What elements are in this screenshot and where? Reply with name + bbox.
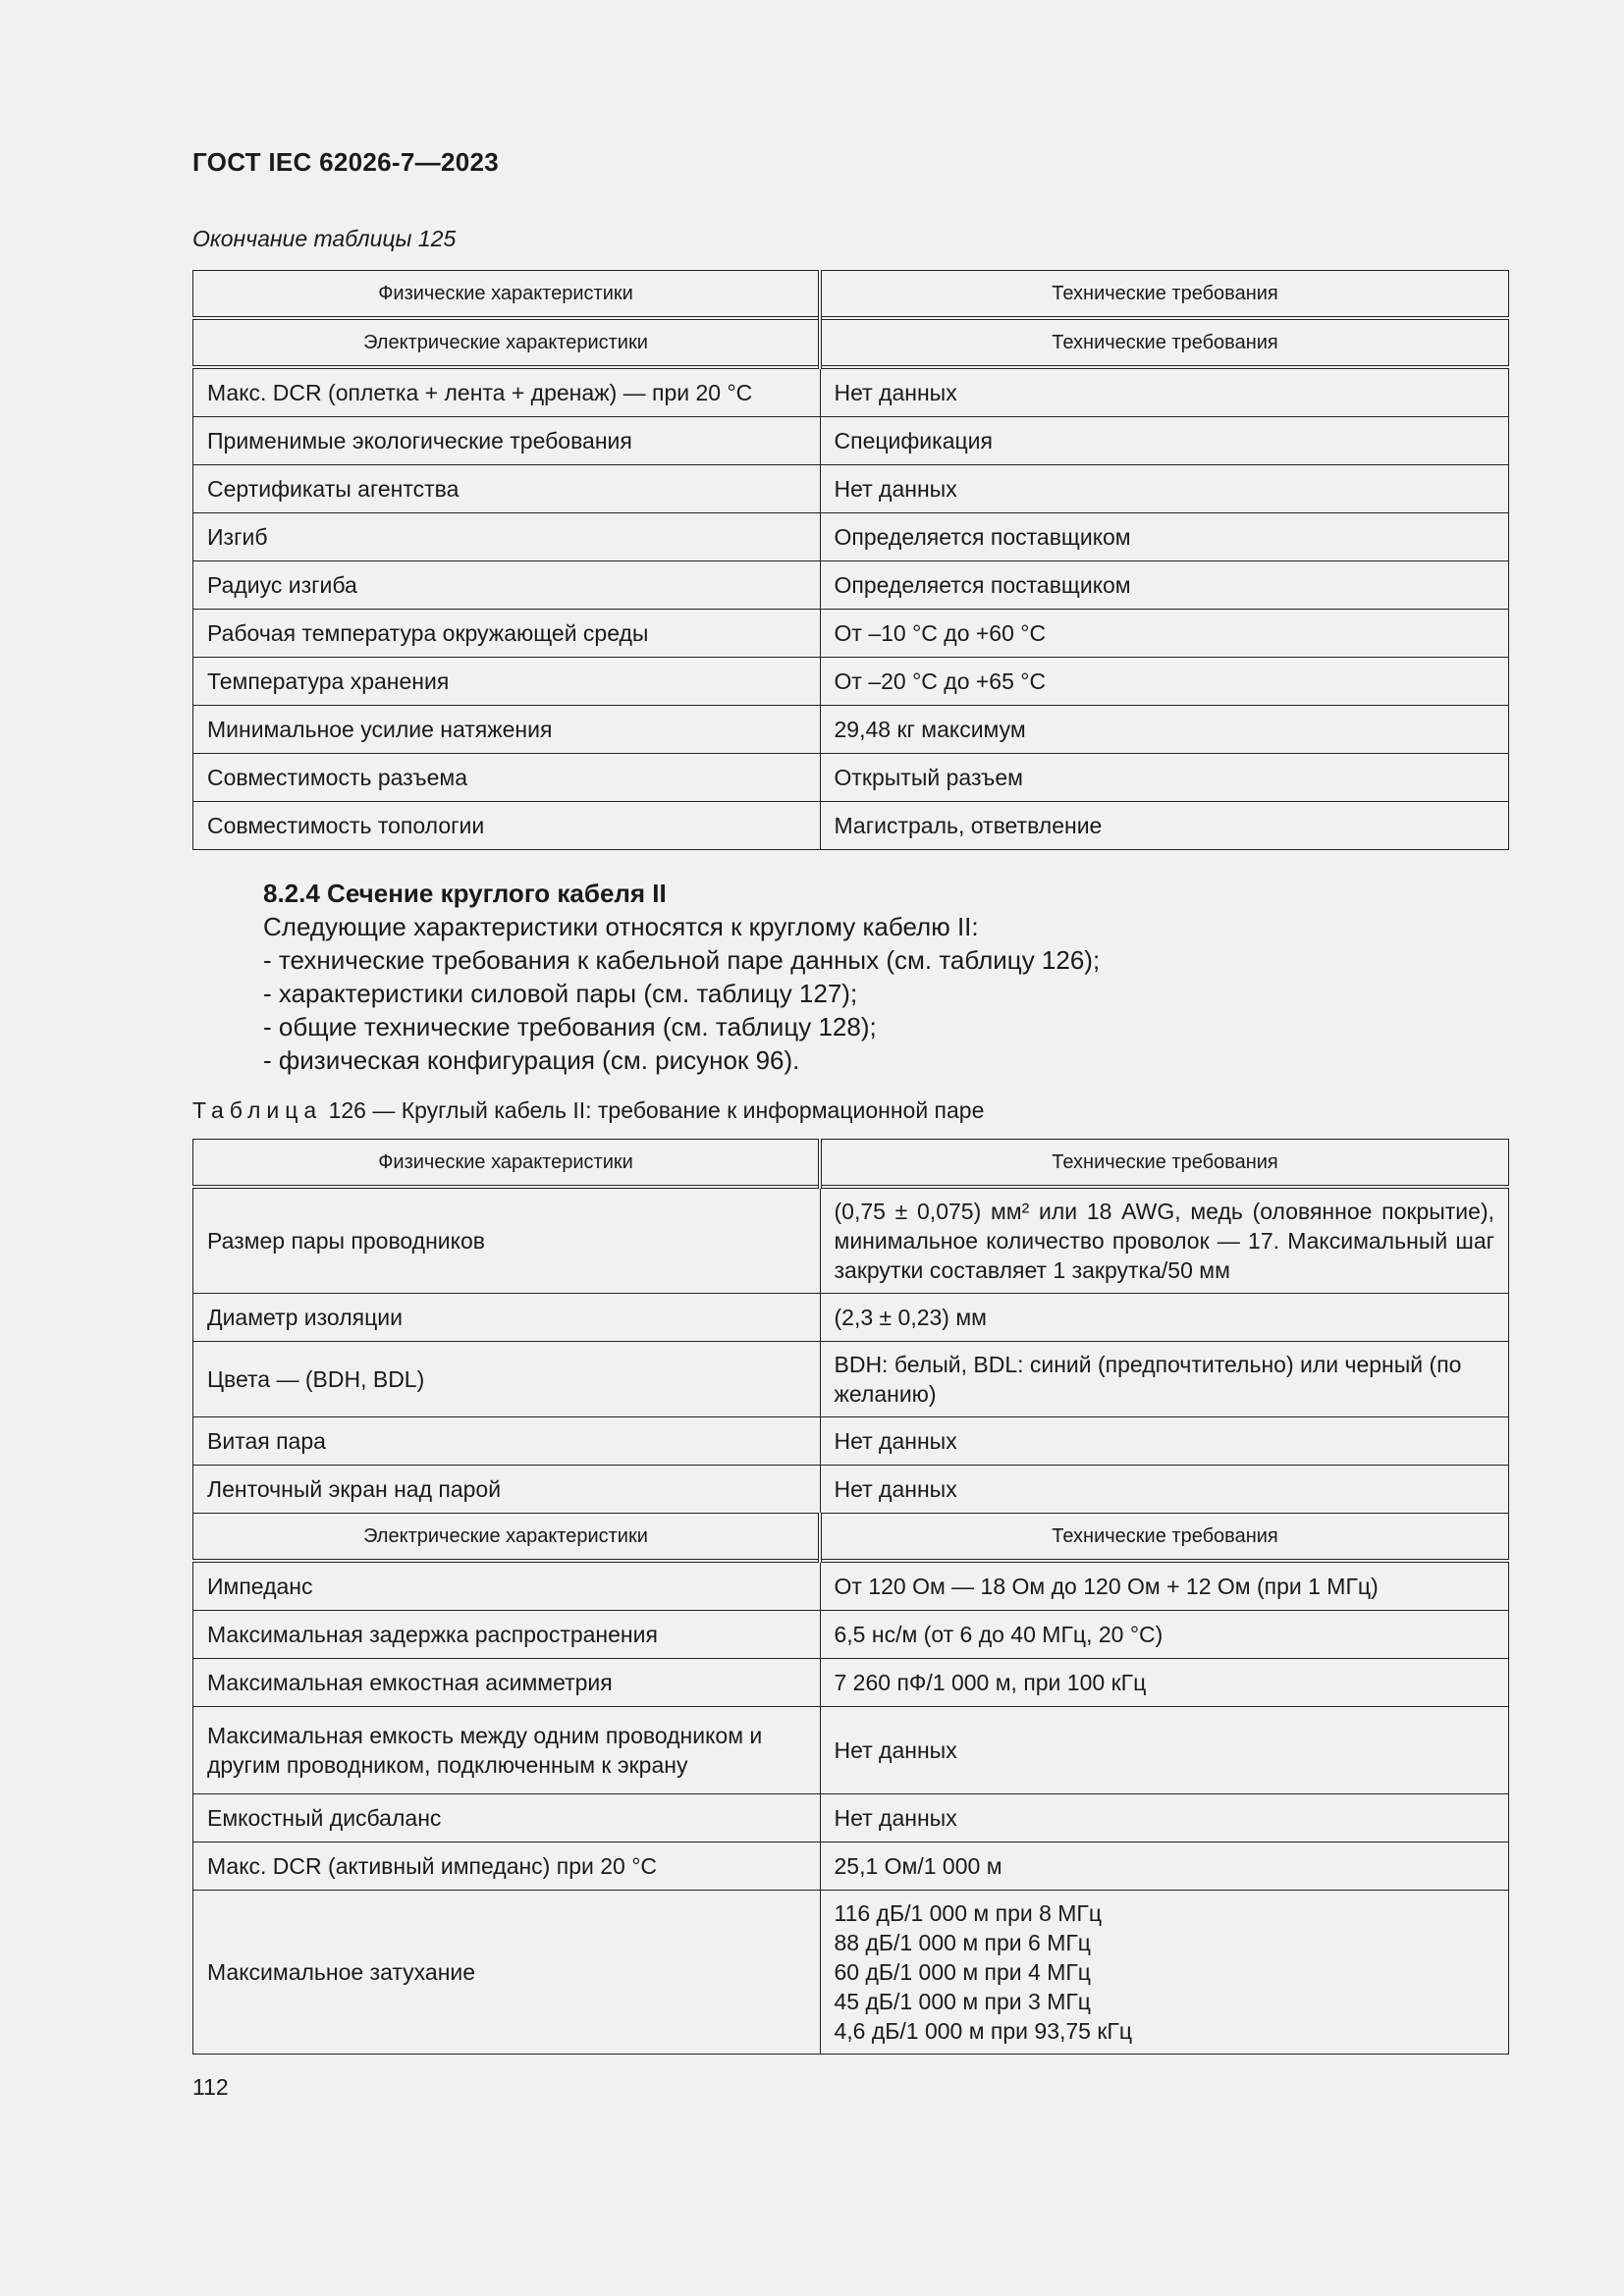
document-id: ГОСТ IEC 62026-7—2023 (192, 147, 499, 177)
cell-parameter: Витая пара (193, 1417, 821, 1466)
table-row (193, 367, 1509, 417)
cell-value: Нет данных (820, 1417, 1509, 1466)
page-number: 112 (192, 2074, 229, 2100)
cell-value: Нет данных (820, 367, 1509, 417)
cell-parameter: Диаметр изоляции (193, 1294, 821, 1342)
list-item: - физическая конфигурация (см. рисунок 96). (263, 1045, 800, 1075)
cell-value: Нет данных (820, 1707, 1509, 1794)
table-title: 126 — Круглый кабель II: требование к информационной паре (328, 1097, 985, 1123)
cell-parameter: Радиус изгиба (193, 561, 821, 610)
cell-value: От –20 °С до +65 °С (820, 658, 1509, 706)
cell-parameter: Сертификаты агентства (193, 465, 821, 513)
cell-value: Спецификация (820, 417, 1509, 465)
table-row (193, 754, 1509, 802)
header-cell: Физические характеристики (193, 1140, 821, 1188)
cell-value: 6,5 нс/м (от 6 до 40 МГц, 20 °С) (820, 1611, 1509, 1659)
cell-value: От 120 Ом — 18 Ом до 120 Ом + 12 Ом (при 1 МГц) (820, 1561, 1509, 1611)
table-row (193, 1187, 1509, 1294)
section-8-2-4 (263, 877, 1100, 1077)
table-subheader (193, 318, 1509, 367)
cell-value: BDH: белый, BDL: синий (предпочтительно) или черный (по желанию) (820, 1342, 1509, 1417)
cell-parameter: Совместимость разъема (193, 754, 821, 802)
table-row (193, 465, 1509, 513)
cell-value: (0,75 ± 0,075) мм² или 18 AWG, медь (оловянное покрытие), минимальное количество проволок — 17. Максимальный шаг закрутки составляет 1 закрутка/50 мм (820, 1187, 1509, 1294)
cell-value: От –10 °С до +60 °С (820, 610, 1509, 658)
table-row (193, 513, 1509, 561)
cell-parameter: Минимальное усилие натяжения (193, 706, 821, 754)
cell-value: Магистраль, ответвление (820, 802, 1509, 850)
section-title: 8.2.4 Сечение круглого кабеля II (263, 879, 667, 908)
table-row (193, 1417, 1509, 1466)
table-row (193, 1466, 1509, 1514)
header-cell: Технические требования (820, 1140, 1509, 1188)
cell-parameter: Максимальная задержка распространения (193, 1611, 821, 1659)
table-row (193, 417, 1509, 465)
cell-parameter: Максимальное затухание (193, 1891, 821, 2055)
table-header (193, 1140, 1509, 1188)
list-item: - характеристики силовой пары (см. таблицу 127); (263, 979, 858, 1008)
table-label: Таблица (192, 1097, 323, 1123)
cell-value: Определяется поставщиком (820, 561, 1509, 610)
header-cell: Технические требования (820, 271, 1509, 319)
cell-parameter: Макс. DCR (оплетка + лента + дренаж) — при 20 °С (193, 367, 821, 417)
cell-value: 25,1 Ом/1 000 м (820, 1842, 1509, 1891)
cell-parameter: Ленточный экран над парой (193, 1466, 821, 1514)
cell-value: Открытый разъем (820, 754, 1509, 802)
cell-value: 116 дБ/1 000 м при 8 МГц 88 дБ/1 000 м при 6 МГц 60 дБ/1 000 м при 4 МГц 45 дБ/1 000 м при 3 МГц 4,6 дБ/1 000 м при 93,75 кГц (820, 1891, 1509, 2055)
list-item: - технические требования к кабельной паре данных (см. таблицу 126); (263, 945, 1101, 975)
cell-value: 7 260 пФ/1 000 м, при 100 кГц (820, 1659, 1509, 1707)
cell-parameter: Максимальная емкость между одним проводником и другим проводником, подключенным к экрану (193, 1707, 821, 1794)
table-row (193, 1659, 1509, 1707)
cell-value: Определяется поставщиком (820, 513, 1509, 561)
cell-parameter: Совместимость топологии (193, 802, 821, 850)
cell-parameter: Максимальная емкостная асимметрия (193, 1659, 821, 1707)
table-row (193, 1707, 1509, 1794)
cell-parameter: Изгиб (193, 513, 821, 561)
table-row (193, 1342, 1509, 1417)
header-cell: Электрические характеристики (193, 318, 821, 367)
table-row (193, 561, 1509, 610)
table-row (193, 706, 1509, 754)
cell-parameter: Импеданс (193, 1561, 821, 1611)
cell-value: 29,48 кг максимум (820, 706, 1509, 754)
cell-parameter: Цвета — (BDH, BDL) (193, 1342, 821, 1417)
table-row (193, 1294, 1509, 1342)
table-header (193, 271, 1509, 319)
header-cell: Технические требования (820, 318, 1509, 367)
cell-parameter: Применимые экологические требования (193, 417, 821, 465)
table-row (193, 1842, 1509, 1891)
section-intro: Следующие характеристики относятся к круглому кабелю II: (263, 912, 979, 941)
table-row (193, 1794, 1509, 1842)
cell-value: Нет данных (820, 1794, 1509, 1842)
header-cell: Физические характеристики (193, 271, 821, 319)
cell-value: Нет данных (820, 465, 1509, 513)
cell-value: (2,3 ± 0,23) мм (820, 1294, 1509, 1342)
cell-parameter: Рабочая температура окружающей среды (193, 610, 821, 658)
table-126 (192, 1139, 1509, 2055)
table-row (193, 610, 1509, 658)
header-cell: Технические требования (820, 1514, 1509, 1562)
table-row (193, 1891, 1509, 2055)
cell-parameter: Емкостный дисбаланс (193, 1794, 821, 1842)
cell-parameter: Размер пары проводников (193, 1187, 821, 1294)
requirements-list (263, 943, 1100, 1077)
table-125 (192, 270, 1509, 850)
table-continuation-caption: Окончание таблицы 125 (192, 226, 457, 251)
cell-value: Нет данных (820, 1466, 1509, 1514)
cell-parameter: Макс. DCR (активный импеданс) при 20 °С (193, 1842, 821, 1891)
table-126-caption (192, 1097, 984, 1124)
table-row (193, 802, 1509, 850)
table-row (193, 1561, 1509, 1611)
table-row (193, 1611, 1509, 1659)
header-cell: Электрические характеристики (193, 1514, 821, 1562)
table-subheader (193, 1514, 1509, 1562)
cell-parameter: Температура хранения (193, 658, 821, 706)
table-row (193, 658, 1509, 706)
list-item: - общие технические требования (см. таблицу 128); (263, 1012, 877, 1041)
